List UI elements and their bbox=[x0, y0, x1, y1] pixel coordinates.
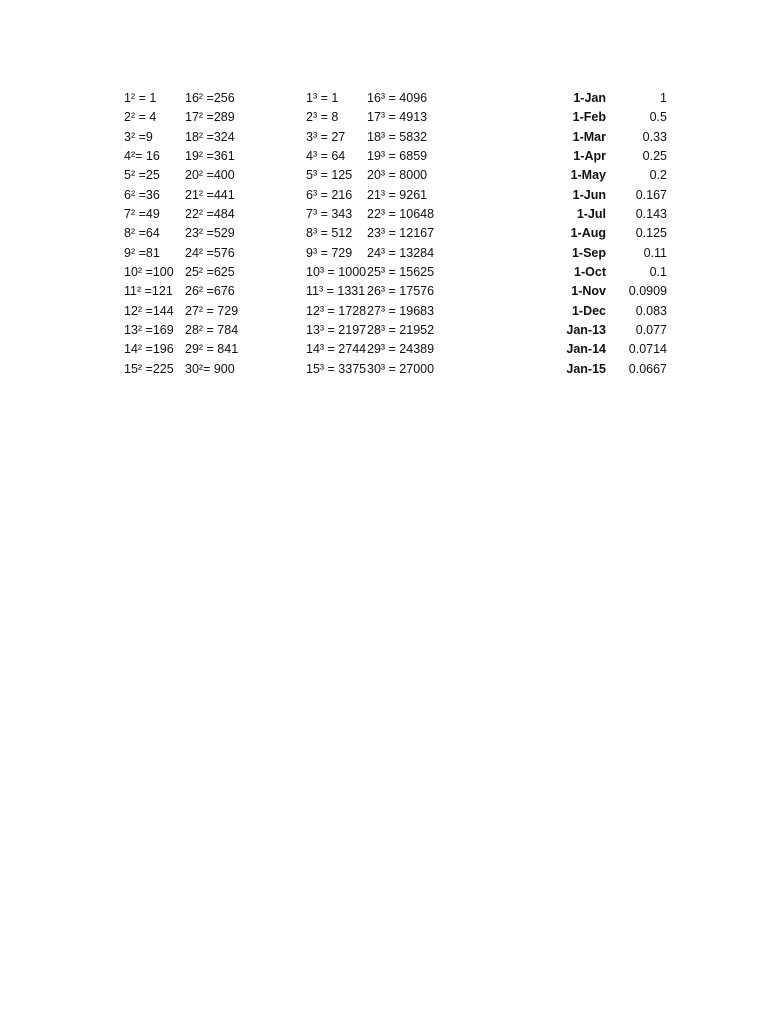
square-cell: 19² =361 bbox=[185, 148, 235, 163]
cube-cell: 21³ = 9261 bbox=[367, 187, 428, 202]
date-cell: 1-May bbox=[570, 168, 606, 183]
cube-cell: 30³ = 27000 bbox=[367, 361, 435, 376]
date-cell: Jan-14 bbox=[566, 342, 606, 357]
cube-cell: 27³ = 19683 bbox=[367, 303, 435, 318]
date-cell: 1-Jul bbox=[576, 206, 606, 221]
square-cell: 12² =144 bbox=[124, 303, 174, 318]
cube-cell: 14³ = 2744 bbox=[306, 342, 367, 357]
cube-cell: 8³ = 512 bbox=[306, 226, 353, 241]
cube-cell: 12³ = 1728 bbox=[306, 303, 367, 318]
reciprocal-value-cell: 0.0667 bbox=[628, 361, 667, 376]
cube-cell: 10³ = 1000 bbox=[306, 264, 367, 279]
date-cell: 1-Apr bbox=[573, 148, 606, 163]
cube-cell: 25³ = 15625 bbox=[367, 264, 435, 279]
reciprocal-value-cell: 0.167 bbox=[635, 187, 667, 202]
cube-cell: 9³ = 729 bbox=[306, 245, 353, 260]
reciprocal-value-cell: 0.077 bbox=[635, 322, 667, 337]
square-cell: 28² = 784 bbox=[185, 322, 239, 337]
reciprocal-value-cell: 0.0714 bbox=[628, 342, 667, 357]
cube-cell: 26³ = 17576 bbox=[367, 284, 435, 299]
square-cell: 2² = 4 bbox=[124, 110, 157, 125]
square-cell: 13² =169 bbox=[124, 322, 174, 337]
cube-cell: 2³ = 8 bbox=[306, 110, 339, 125]
reciprocal-value-cell: 0.5 bbox=[649, 110, 667, 125]
date-cell: 1-Aug bbox=[570, 226, 606, 241]
reciprocal-value-cell: 0.11 bbox=[643, 245, 667, 260]
square-cell: 25² =625 bbox=[185, 264, 235, 279]
cube-cell: 1³ = 1 bbox=[306, 91, 339, 105]
cube-cell: 23³ = 12167 bbox=[367, 226, 435, 241]
square-cell: 3² =9 bbox=[124, 129, 153, 144]
square-cell: 23² =529 bbox=[185, 226, 235, 241]
reciprocal-value-cell: 1 bbox=[660, 91, 667, 105]
square-cell: 27² = 729 bbox=[185, 303, 239, 318]
square-cell: 11² =121 bbox=[124, 284, 173, 299]
date-cell: 1-Mar bbox=[572, 129, 606, 144]
square-cell: 10² =100 bbox=[124, 264, 174, 279]
square-cell: 5² =25 bbox=[124, 168, 160, 183]
cube-cell: 6³ = 216 bbox=[306, 187, 353, 202]
date-cell: 1-Dec bbox=[571, 303, 606, 318]
cube-cell: 28³ = 21952 bbox=[367, 322, 435, 337]
square-cell: 20² =400 bbox=[185, 168, 235, 183]
cube-cell: 7³ = 343 bbox=[306, 206, 353, 221]
cube-cell: 13³ = 2197 bbox=[306, 322, 367, 337]
square-cell: 1² = 1 bbox=[124, 91, 157, 105]
square-cell: 14² =196 bbox=[124, 342, 174, 357]
square-cell: 18² =324 bbox=[185, 129, 235, 144]
square-cell: 6² =36 bbox=[124, 187, 160, 202]
reciprocal-value-cell: 0.25 bbox=[642, 148, 667, 163]
cube-cell: 15³ = 3375 bbox=[306, 361, 367, 376]
date-cell: 1-Oct bbox=[574, 264, 606, 279]
cube-cell: 24³ = 13284 bbox=[367, 245, 435, 260]
square-cell: 4²= 16 bbox=[124, 148, 160, 163]
reciprocal-value-cell: 0.1 bbox=[649, 264, 667, 279]
reciprocal-value-cell: 0.2 bbox=[649, 168, 667, 183]
date-cell: 1-Nov bbox=[571, 284, 606, 299]
cube-cell: 11³ = 1331 bbox=[306, 284, 366, 299]
cube-cell: 5³ = 125 bbox=[306, 168, 353, 183]
square-cell: 21² =441 bbox=[185, 187, 235, 202]
square-cell: 29² = 841 bbox=[185, 342, 239, 357]
cube-cell: 4³ = 64 bbox=[306, 148, 346, 163]
square-cell: 8² =64 bbox=[124, 226, 160, 241]
square-cell: 16² =256 bbox=[185, 91, 235, 105]
square-cell: 9² =81 bbox=[124, 245, 160, 260]
square-cell: 15² =225 bbox=[124, 361, 174, 376]
square-cell: 17² =289 bbox=[185, 110, 235, 125]
reciprocal-value-cell: 0.125 bbox=[635, 226, 667, 241]
square-cell: 7² =49 bbox=[124, 206, 160, 221]
reciprocal-value-cell: 0.0909 bbox=[628, 284, 667, 299]
cube-cell: 29³ = 24389 bbox=[367, 342, 435, 357]
date-cell: Jan-13 bbox=[566, 322, 606, 337]
cube-cell: 22³ = 10648 bbox=[367, 206, 435, 221]
date-cell: 1-Feb bbox=[572, 110, 606, 125]
square-cell: 24² =576 bbox=[185, 245, 235, 260]
square-cell: 22² =484 bbox=[185, 206, 235, 221]
date-cell: 1-Jan bbox=[573, 91, 606, 105]
cube-cell: 19³ = 6859 bbox=[367, 148, 428, 163]
cube-cell: 18³ = 5832 bbox=[367, 129, 428, 144]
square-cell: 30²= 900 bbox=[185, 361, 235, 376]
reciprocal-value-cell: 0.33 bbox=[642, 129, 667, 144]
square-cell: 26² =676 bbox=[185, 284, 235, 299]
date-cell: Jan-15 bbox=[566, 361, 606, 376]
date-cell: 1-Jun bbox=[572, 187, 606, 202]
cube-cell: 20³ = 8000 bbox=[367, 168, 428, 183]
cube-cell: 16³ = 4096 bbox=[367, 91, 428, 105]
reciprocal-value-cell: 0.083 bbox=[635, 303, 667, 318]
date-cell: 1-Sep bbox=[571, 245, 606, 260]
cube-cell: 17³ = 4913 bbox=[367, 110, 428, 125]
reciprocal-value-cell: 0.143 bbox=[635, 206, 667, 221]
cube-cell: 3³ = 27 bbox=[306, 129, 346, 144]
